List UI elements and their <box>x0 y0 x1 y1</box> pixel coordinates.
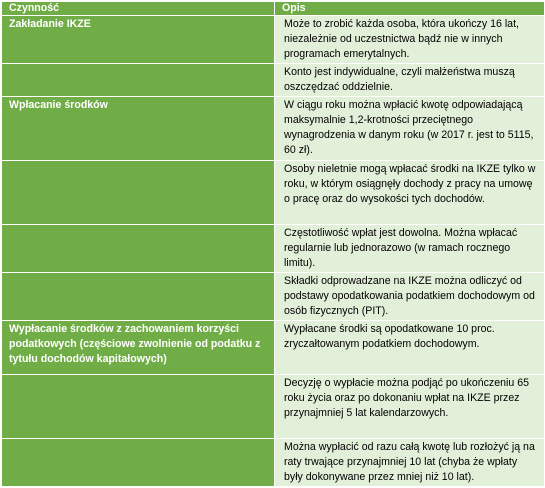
description-cell: Częstotliwość wpłat jest dowolna. Można wpłacać regularnie lub jednorazowo (w ramach rocznego limitu). <box>275 225 545 273</box>
activity-cell: Zakładanie IKZE <box>2 16 275 64</box>
description-cell: Można wypłacić od razu całą kwotę lub rozłożyć ją na raty trwające przynajmniej 10 lat (chyba że wpłaty były dokonywane przez mniej niż 10 lat). <box>275 439 545 487</box>
header-description: Opis <box>275 2 545 16</box>
table-row <box>2 321 545 375</box>
table-row <box>2 16 545 64</box>
ikze-table-container <box>0 1 545 488</box>
activity-cell <box>2 439 275 487</box>
header-activity: Czynność <box>2 2 275 16</box>
description-cell: Konto jest indywidualne, czyli małżeństwa muszą oszczędzać oddzielnie. <box>275 64 545 97</box>
activity-cell <box>2 161 275 225</box>
table-row <box>2 161 545 225</box>
activity-cell <box>2 64 275 97</box>
table-row <box>2 64 545 97</box>
activity-cell <box>2 273 275 321</box>
table-row <box>2 273 545 321</box>
activity-cell <box>2 225 275 273</box>
ikze-table <box>1 1 545 487</box>
table-row <box>2 375 545 439</box>
description-cell: Osoby nieletnie mogą wpłacać środki na IKZE tylko w roku, w którym osiągnęły dochody z pracy na umowę o pracę oraz do wysokości tych dochodów. <box>275 161 545 225</box>
description-cell: Składki odprowadzane na IKZE można odliczyć od podstawy opodatkowania podatkiem dochodowym od osób fizycznych (PIT). <box>275 273 545 321</box>
table-row <box>2 225 545 273</box>
table-header-row <box>2 2 545 16</box>
description-cell: Decyzję o wypłacie można podjąć po ukończeniu 65 roku życia oraz po dokonaniu wpłat na IKZE przez przynajmniej 5 lat kalendarzowych. <box>275 375 545 439</box>
activity-cell <box>2 375 275 439</box>
table-row <box>2 97 545 161</box>
description-cell: Wypłacane środki są opodatkowane 10 proc. zryczałtowanym podatkiem dochodowym. <box>275 321 545 375</box>
table-row <box>2 439 545 487</box>
description-cell: Może to zrobić każda osoba, która ukończy 16 lat, niezależnie od uczestnictwa bądź nie w innych programach emerytalnych. <box>275 16 545 64</box>
activity-cell: Wypłacanie środków z zachowaniem korzyści podatkowych (częściowe zwolnienie od podatku z tytułu dochodów kapitałowych) <box>2 321 275 375</box>
activity-cell: Wpłacanie środków <box>2 97 275 161</box>
description-cell: W ciągu roku można wpłacić kwotę odpowiadającą maksymalnie 1,2-krotności przeciętnego wynagrodzenia w danym roku (w 2017 r. jest to 5115, 60 zł). <box>275 97 545 161</box>
